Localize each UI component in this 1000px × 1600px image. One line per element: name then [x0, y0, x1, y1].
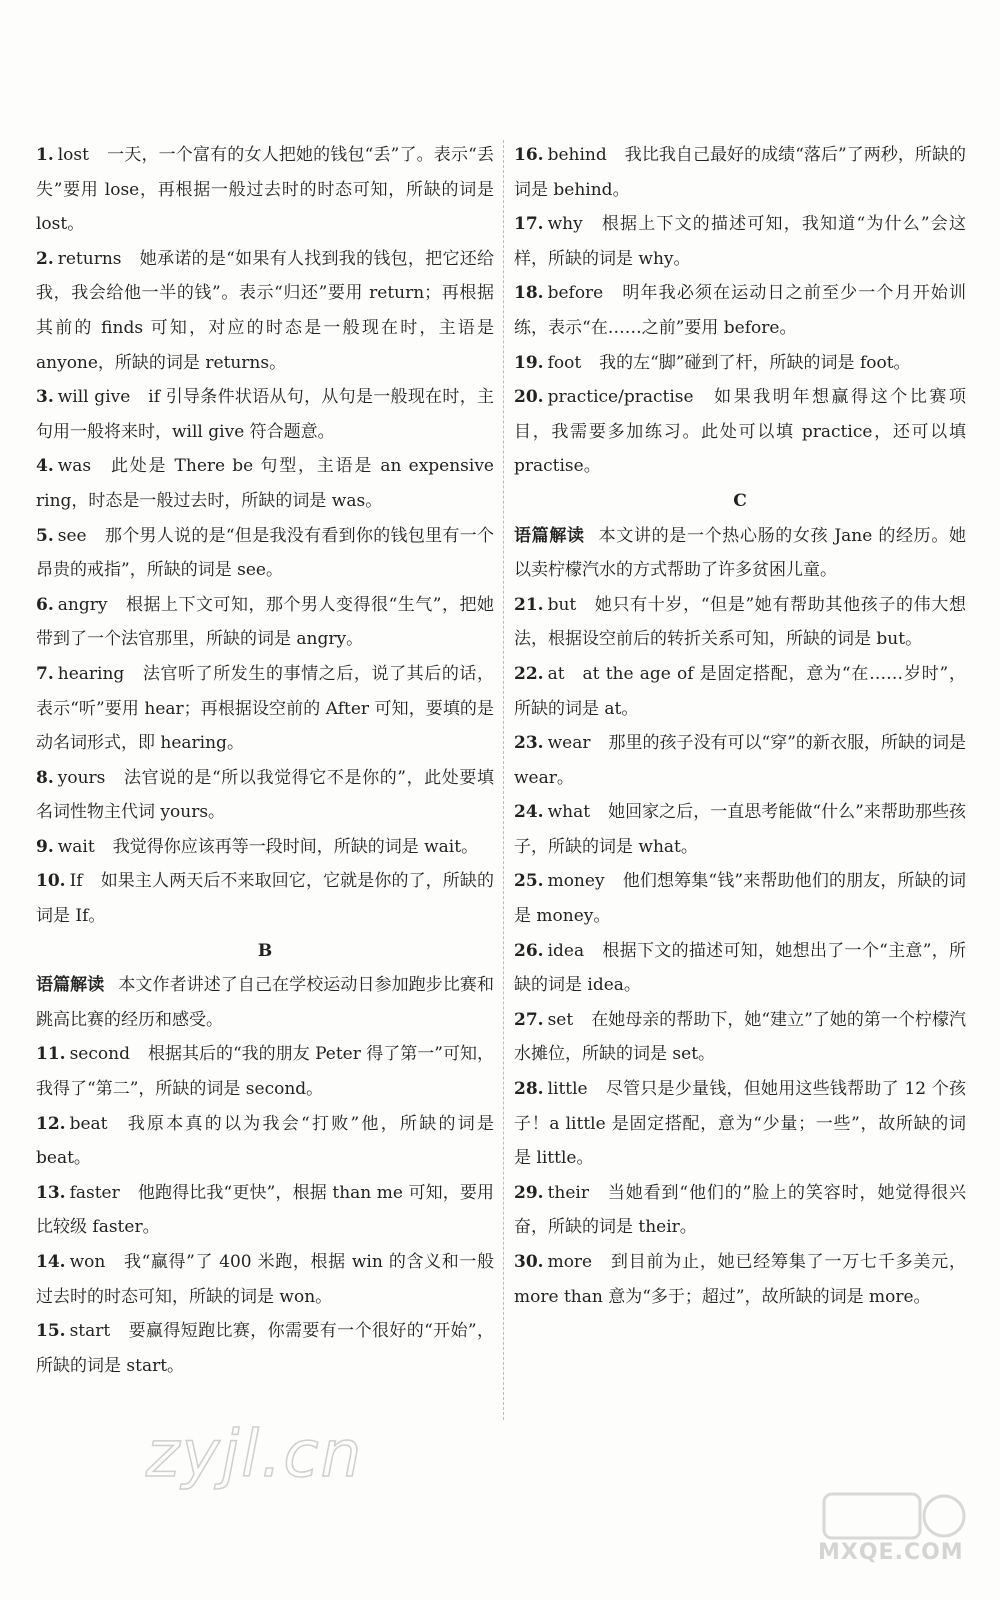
answer-word: set [547, 1009, 574, 1030]
answer-entry [36, 519, 494, 588]
answer-entry [514, 657, 966, 726]
answer-entry [36, 657, 494, 761]
watermark-zyjl: zyjl.cn [146, 1418, 364, 1492]
answer-number: 29. [514, 1182, 544, 1203]
answer-word: their [547, 1182, 589, 1203]
answer-number: 27. [514, 1009, 544, 1030]
answers-part-c [514, 588, 966, 1314]
answer-number: 2. [36, 248, 54, 269]
answer-number: 21. [514, 594, 544, 615]
answer-entry [514, 726, 966, 795]
answer-number: 23. [514, 733, 544, 754]
answer-explanation: 一天，一个富有的女人把她的钱包“丢”了。表示“丢失”要用 lose，再根据一般过去时的时态可知，所缺的词是 lost。 [36, 145, 494, 235]
reading-b-paragraph [36, 968, 494, 1037]
answer-word: second [69, 1044, 130, 1065]
answer-explanation: 她回家之后，一直思考能做“什么”来帮助那些孩子，所缺的词是 what。 [514, 802, 966, 857]
answer-explanation: 我原本真的以为我会“打败”他，所缺的词是 beat。 [36, 1113, 494, 1169]
answer-explanation: 她只有十岁，“但是”她有帮助其他孩子的伟大想法，根据设空前后的转折关系可知，所缺的词是 but。 [514, 594, 966, 650]
watermark-logo-text: MXQE.COM [818, 1540, 964, 1565]
answer-entry [36, 1107, 494, 1176]
answer-explanation: 我比我自己最好的成绩“落后”了两秒，所缺的词是 behind。 [514, 145, 966, 200]
right-column [514, 138, 966, 1314]
answer-word: idea [547, 940, 585, 961]
answer-explanation: 在她母亲的帮助下，她“建立”了她的第一个柠檬汽水摊位，所缺的词是 set。 [514, 1009, 966, 1065]
answers-part-b [36, 1037, 494, 1383]
answer-word: returns [57, 248, 122, 269]
answer-explanation: 尽管只是少量钱，但她用这些钱帮助了 12 个孩子！a little 是固定搭配，意为“少量；一些”，故所缺的词是 little。 [514, 1079, 966, 1169]
answer-word: behind [547, 145, 607, 165]
answer-number: 11. [36, 1044, 66, 1065]
answer-explanation: 她承诺的是“如果有人找到我的钱包，把它还给我，我会给他一半的钱”。表示“归还”要用 return；再根据其前的 finds 可知，对应的时态是一般现在时，主语是 anyone，所缺的词是 returns。 [36, 248, 494, 373]
answer-entry [514, 1176, 966, 1245]
answer-number: 25. [514, 871, 544, 892]
answer-explanation: 根据上下文的描述可知，我知道“为什么”会这样，所缺的词是 why。 [514, 214, 966, 269]
answer-word: foot [547, 352, 582, 373]
answer-word: more [547, 1252, 593, 1272]
answer-entry [36, 1037, 494, 1106]
answer-word: but [547, 594, 577, 615]
answer-explanation: 法官听了所发生的事情之后，说了其后的话，表示“听”要用 hear；再根据设空前的 After 可知，要填的是动名词形式，即 hearing。 [36, 663, 494, 754]
answer-word: won [69, 1252, 106, 1272]
answer-explanation: 此处是 There be 句型，主语是 an expensive ring，时态是一般过去时，所缺的词是 was。 [36, 456, 494, 511]
answer-number: 14. [36, 1252, 66, 1272]
answer-word: yours [57, 767, 106, 788]
answer-explanation: 当她看到“他们的”脸上的笑容时，她觉得很兴奋，所缺的词是 their。 [514, 1182, 966, 1238]
answer-explanation: 我的左“脚”碰到了杆，所缺的词是 foot。 [599, 352, 911, 373]
answer-word: lost [57, 145, 89, 165]
left-column [36, 138, 494, 1383]
answer-word: little [547, 1079, 588, 1100]
answer-number: 5. [36, 525, 54, 546]
answer-number: 1. [36, 145, 54, 165]
answer-word: practice/practise [547, 387, 694, 408]
answer-entry [36, 830, 494, 865]
answer-number: 10. [36, 871, 66, 892]
answer-explanation: 如果主人两天后不来取回它，它就是你的了，所缺的词是 If。 [36, 871, 494, 927]
answer-explanation: 如果我明年想赢得这个比赛项目，我需要多加练习。此处可以填 practice，还可以填 practise。 [514, 387, 966, 477]
answer-entry [514, 380, 966, 484]
answer-number: 19. [514, 352, 544, 373]
answer-explanation: 法官说的是“所以我觉得它不是你的”，此处要填名词性物主代词 yours。 [36, 767, 494, 823]
answers-part-b-cont [514, 138, 966, 484]
answer-word: why [547, 214, 583, 235]
answer-word: angry [57, 594, 108, 615]
answer-entry [514, 138, 966, 207]
answer-entry [514, 795, 966, 864]
answer-number: 7. [36, 663, 54, 684]
answer-word: wait [57, 836, 95, 857]
answer-number: 24. [514, 802, 544, 823]
answer-explanation: 那个男人说的是“但是我没有看到你的钱包里有一个昂贵的戒指”，所缺的词是 see。 [36, 525, 494, 581]
answer-entry [36, 864, 494, 933]
answer-word: hearing [57, 663, 125, 684]
reading-b-text: 本文作者讲述了自己在学校运动日参加跑步比赛和跳高比赛的经历和感受。 [36, 975, 495, 1030]
answer-number: 22. [514, 663, 544, 684]
answer-number: 9. [36, 836, 54, 857]
answer-entry [514, 588, 966, 657]
answer-explanation: 根据下文的描述可知，她想出了一个“主意”，所缺的词是 idea。 [514, 940, 966, 996]
answer-explanation: 他跑得比我“更快”，根据 than me 可知，要用比较级 faster。 [36, 1182, 494, 1238]
answer-number: 13. [36, 1182, 66, 1203]
answer-entry [514, 1003, 966, 1072]
reading-c-label: 语篇解读 [514, 525, 585, 546]
answer-entry [514, 864, 966, 933]
answer-word: faster [69, 1182, 120, 1203]
answer-explanation: 那里的孩子没有可以“穿”的新衣服，所缺的词是 wear。 [514, 733, 966, 788]
answer-entry [36, 588, 494, 657]
answers-part-a [36, 138, 494, 934]
answer-explanation: 根据上下文可知，那个男人变得很“生气”，把她带到了一个法官那里，所缺的词是 angry。 [36, 594, 494, 650]
answer-word: wear [547, 733, 591, 754]
reading-b-label: 语篇解读 [36, 975, 105, 996]
answer-entry [36, 1176, 494, 1245]
answer-number: 30. [514, 1252, 544, 1272]
answer-word: see [57, 525, 87, 546]
answer-number: 8. [36, 767, 54, 788]
answer-entry [36, 761, 494, 830]
answer-entry [36, 1314, 494, 1383]
answer-explanation: 我“赢得”了 400 米跑，根据 win 的含义和一般过去时的时态可知，所缺的词是 won。 [36, 1252, 494, 1307]
answer-explanation: 明年我必须在运动日之前至少一个月开始训练，表示“在……之前”要用 before。 [514, 283, 966, 338]
answer-number: 20. [514, 387, 544, 408]
column-divider [503, 140, 504, 1420]
answer-explanation: 他们想筹集“钱”来帮助他们的朋友，所缺的词是 money。 [514, 871, 966, 927]
answer-entry [514, 346, 966, 381]
answer-word: what [547, 802, 591, 823]
answer-explanation: 我觉得你应该再等一段时间，所缺的词是 wait。 [112, 836, 479, 857]
answer-number: 18. [514, 283, 544, 304]
section-b-heading: B [257, 940, 273, 961]
answer-entry [514, 1245, 966, 1314]
answer-explanation: if 引导条件状语从句，从句是一般现在时，主句用一般将来时，will give 符合题意。 [36, 387, 494, 442]
answer-word: start [69, 1321, 111, 1342]
answer-number: 28. [514, 1079, 544, 1100]
answer-word: was [57, 456, 92, 477]
answer-explanation: at the age of 是固定搭配，意为“在……岁时”，所缺的词是 at。 [514, 663, 966, 719]
answer-entry [36, 1245, 494, 1314]
answer-word: before [547, 283, 604, 304]
answer-number: 15. [36, 1321, 66, 1342]
answer-entry [514, 207, 966, 276]
answer-word: money [547, 871, 605, 892]
answer-entry [36, 449, 494, 518]
answer-word: will give [57, 387, 131, 408]
answer-entry [514, 934, 966, 1003]
answer-explanation: 到目前为止，她已经筹集了一万七千多美元，more than 意为“多于；超过”，故所缺的词是 more。 [514, 1252, 966, 1307]
answer-entry [36, 138, 494, 242]
reading-c-paragraph [514, 519, 966, 588]
answer-number: 17. [514, 214, 544, 235]
answer-explanation: 要赢得短跑比赛，你需要有一个很好的“开始”，所缺的词是 start。 [36, 1321, 494, 1376]
answer-word: If [69, 871, 83, 892]
answer-entry [514, 276, 966, 345]
answer-number: 12. [36, 1113, 66, 1134]
answer-explanation: 根据其后的“我的朋友 Peter 得了第一”可知，我得了“第二”，所缺的词是 second。 [36, 1044, 494, 1100]
answer-word: beat [69, 1113, 108, 1134]
answer-number: 26. [514, 940, 544, 961]
answer-entry [36, 380, 494, 449]
answer-number: 16. [514, 145, 544, 165]
answer-entry [514, 1072, 966, 1176]
reading-c-text: 本文讲的是一个热心肠的女孩 Jane 的经历。她以卖柠檬汽水的方式帮助了许多贫困儿童。 [514, 525, 966, 581]
answer-number: 6. [36, 594, 54, 615]
answer-word: at [547, 663, 565, 684]
answer-number: 4. [36, 456, 54, 477]
answer-number: 3. [36, 387, 54, 408]
section-c-heading: C [733, 490, 747, 511]
answer-entry [36, 242, 494, 380]
